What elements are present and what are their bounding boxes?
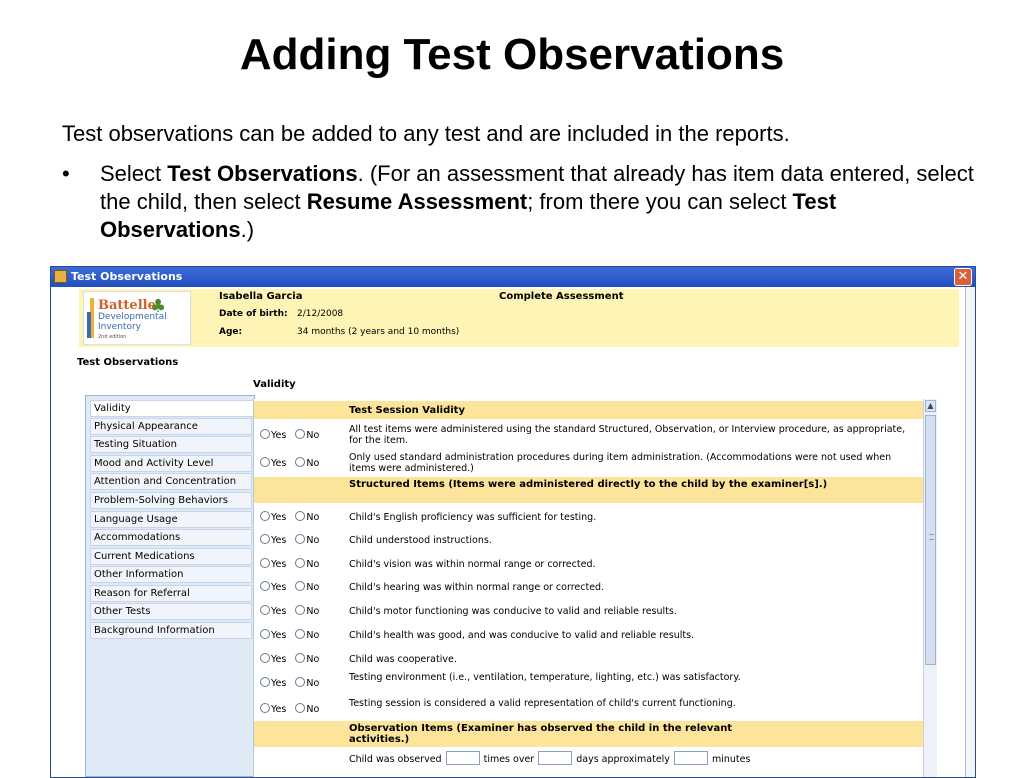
- yes-no-group: [260, 677, 319, 690]
- battelle-logo: [83, 291, 191, 345]
- no-radio[interactable]: [295, 511, 305, 521]
- question-row: [254, 669, 924, 695]
- yes-label: Yes: [271, 582, 287, 593]
- yes-label: Yes: [271, 678, 287, 689]
- category-item-mood-activity[interactable]: Mood and Activity Level: [90, 455, 252, 472]
- bullet-text-3: ; from there you can select: [527, 189, 793, 214]
- yes-radio[interactable]: [260, 511, 270, 521]
- question-row: [254, 449, 924, 475]
- intro-text: Test observations can be added to any test and are included in the reports.: [62, 121, 790, 146]
- days-input[interactable]: [538, 751, 572, 765]
- bullet-bold-2: Resume Assessment: [306, 189, 528, 214]
- question-text: Child was cooperative.: [349, 654, 457, 665]
- question-text: Testing environment (i.e., ventilation, temperature, lighting, etc.) was satisfactory.: [349, 672, 741, 683]
- question-text: All test items were administered using the standard Structured, Observation, or Interview procedure, as appropriate, for the item.: [349, 424, 906, 446]
- yes-radio[interactable]: [260, 605, 270, 615]
- child-name: Isabella Garcia: [219, 291, 303, 302]
- category-item-other-information[interactable]: Other Information: [90, 566, 252, 583]
- no-radio[interactable]: [295, 581, 305, 591]
- no-label: No: [306, 606, 320, 617]
- question-row: [254, 577, 924, 597]
- current-category-label: Validity: [253, 379, 296, 390]
- no-radio[interactable]: [295, 629, 305, 639]
- section-header-row: [254, 401, 924, 419]
- minutes-input[interactable]: [674, 751, 708, 765]
- question-text: Child's hearing was within normal range or corrected.: [349, 582, 605, 593]
- yes-radio[interactable]: [260, 558, 270, 568]
- obs-text: minutes: [711, 754, 751, 765]
- scroll-thumb[interactable]: [925, 415, 936, 665]
- yes-no-group: [260, 511, 319, 524]
- question-text: Child's vision was within normal range or corrected.: [349, 559, 596, 570]
- question-text: Testing session is considered a valid representation of child's current functioning.: [349, 698, 736, 709]
- section-title: Test Observations: [77, 357, 179, 368]
- app-icon: [54, 270, 67, 283]
- no-label: No: [306, 458, 320, 469]
- bullet-marker: •: [62, 161, 70, 186]
- question-row: [254, 601, 924, 621]
- obs-text: Child was observed: [349, 754, 442, 765]
- question-row: [254, 421, 924, 447]
- yes-no-group: [260, 653, 319, 666]
- section-header-row: [254, 721, 924, 747]
- yes-label: Yes: [271, 430, 287, 441]
- no-radio[interactable]: [295, 534, 305, 544]
- question-text: Child's motor functioning was conducive to valid and reliable results.: [349, 606, 677, 617]
- yes-no-group: [260, 703, 319, 716]
- yes-radio[interactable]: [260, 653, 270, 663]
- section-header-text: Observation Items (Examiner has observed the child in the relevant activities.): [349, 723, 733, 745]
- yes-no-group: [260, 429, 319, 442]
- test-observations-window: [50, 266, 976, 778]
- category-item-accommodations[interactable]: Accommodations: [90, 529, 252, 546]
- window-right-edge: [965, 287, 975, 777]
- question-text: Child understood instructions.: [349, 535, 492, 546]
- yes-no-group: [260, 457, 319, 470]
- question-row: [254, 554, 924, 574]
- yes-radio[interactable]: [260, 703, 270, 713]
- no-label: No: [306, 559, 320, 570]
- category-item-other-tests[interactable]: Other Tests: [90, 603, 252, 620]
- yes-label: Yes: [271, 606, 287, 617]
- bullet-text-4: .): [240, 217, 255, 242]
- category-item-physical-appearance[interactable]: Physical Appearance: [90, 418, 252, 435]
- question-row: [254, 507, 924, 527]
- no-radio[interactable]: [295, 677, 305, 687]
- question-text: Child's English proficiency was sufficient for testing.: [349, 512, 597, 523]
- question-row: [254, 649, 924, 669]
- question-text: Child's health was good, and was conducive to valid and reliable results.: [349, 630, 695, 641]
- no-radio[interactable]: [295, 703, 305, 713]
- obs-text: days approximately: [576, 754, 670, 765]
- close-button[interactable]: ✕: [954, 268, 972, 286]
- times-input[interactable]: [446, 751, 480, 765]
- no-label: No: [306, 430, 320, 441]
- category-item-problem-solving[interactable]: Problem-Solving Behaviors: [90, 492, 252, 509]
- no-radio[interactable]: [295, 558, 305, 568]
- dob-value: 2/12/2008: [297, 309, 344, 319]
- yes-radio[interactable]: [260, 581, 270, 591]
- bullet-text-1: Select: [100, 161, 168, 186]
- question-row: [254, 625, 924, 645]
- section-header-text: Test Session Validity: [349, 405, 465, 416]
- category-item-current-medications[interactable]: Current Medications: [90, 548, 252, 565]
- category-item-attention[interactable]: Attention and Concentration: [90, 473, 252, 490]
- window-title: Test Observations: [71, 270, 183, 283]
- logo-text: Developmental: [98, 312, 167, 322]
- category-item-language-usage[interactable]: Language Usage: [90, 511, 252, 528]
- question-row: [254, 695, 924, 721]
- yes-no-group: [260, 605, 319, 618]
- no-radio[interactable]: [295, 429, 305, 439]
- no-label: No: [306, 535, 320, 546]
- category-item-validity[interactable]: Validity: [90, 400, 258, 417]
- slide-title: Adding Test Observations: [239, 30, 785, 79]
- no-label: No: [306, 704, 320, 715]
- bullet-text-2: . (For an assessment that already has item data entered, select the child, then select: [100, 161, 974, 214]
- logo-text: Inventory: [98, 322, 141, 332]
- category-item-testing-situation[interactable]: Testing Situation: [90, 436, 252, 453]
- yes-label: Yes: [271, 535, 287, 546]
- yes-no-group: [260, 629, 319, 642]
- assessment-type: Complete Assessment: [499, 291, 624, 302]
- category-item-reason-referral[interactable]: Reason for Referral: [90, 585, 252, 602]
- no-radio[interactable]: [295, 605, 305, 615]
- bullet-item: [62, 160, 982, 244]
- scroll-up-icon[interactable]: ▲: [925, 400, 936, 412]
- window-titlebar[interactable]: [51, 267, 975, 287]
- yes-label: Yes: [271, 654, 287, 665]
- child-info-header: [79, 289, 959, 347]
- yes-label: Yes: [271, 559, 287, 570]
- age-value: 34 months (2 years and 10 months): [297, 327, 460, 337]
- logo-figure-icon: ♣: [150, 296, 167, 317]
- no-label: No: [306, 582, 320, 593]
- bullet-bold-1: Test Observations: [167, 161, 358, 186]
- obs-text: times over: [483, 754, 535, 765]
- category-list: [85, 395, 255, 777]
- yes-label: Yes: [271, 512, 287, 523]
- section-header-row: [254, 477, 924, 503]
- section-header-text: Structured Items (Items were administered directly to the child by the examiner[s].): [349, 479, 828, 490]
- no-label: No: [306, 654, 320, 665]
- yes-no-group: [260, 558, 319, 571]
- bullet-bold-3: Test Observations: [100, 189, 837, 242]
- no-label: No: [306, 678, 320, 689]
- question-text: Only used standard administration procedures during item administration. (Accommodations were not used when items were administered.): [349, 452, 892, 474]
- logo-bar: [87, 312, 91, 338]
- slide-body: [62, 120, 982, 256]
- no-label: No: [306, 512, 320, 523]
- grip-icon: [929, 534, 934, 540]
- yes-radio[interactable]: [260, 677, 270, 687]
- yes-label: Yes: [271, 630, 287, 641]
- form-scrollbar[interactable]: [923, 399, 937, 777]
- no-radio[interactable]: [295, 653, 305, 663]
- question-row: [254, 530, 924, 550]
- age-label: Age:: [219, 327, 243, 337]
- observation-duration: [349, 751, 909, 765]
- yes-radio[interactable]: [260, 629, 270, 639]
- yes-radio[interactable]: [260, 457, 270, 467]
- logo-text: 2nd edition: [98, 334, 127, 340]
- no-label: No: [306, 630, 320, 641]
- yes-radio[interactable]: [260, 429, 270, 439]
- observation-duration-row: [254, 749, 924, 769]
- dob-label: Date of birth:: [219, 309, 288, 319]
- yes-no-group: [260, 534, 319, 547]
- no-radio[interactable]: [295, 457, 305, 467]
- yes-no-group: [260, 581, 319, 594]
- logo-text: Battelle: [98, 298, 156, 313]
- yes-radio[interactable]: [260, 534, 270, 544]
- yes-label: Yes: [271, 704, 287, 715]
- observation-form: [253, 399, 924, 777]
- yes-label: Yes: [271, 458, 287, 469]
- category-item-background-information[interactable]: Background Information: [90, 622, 252, 639]
